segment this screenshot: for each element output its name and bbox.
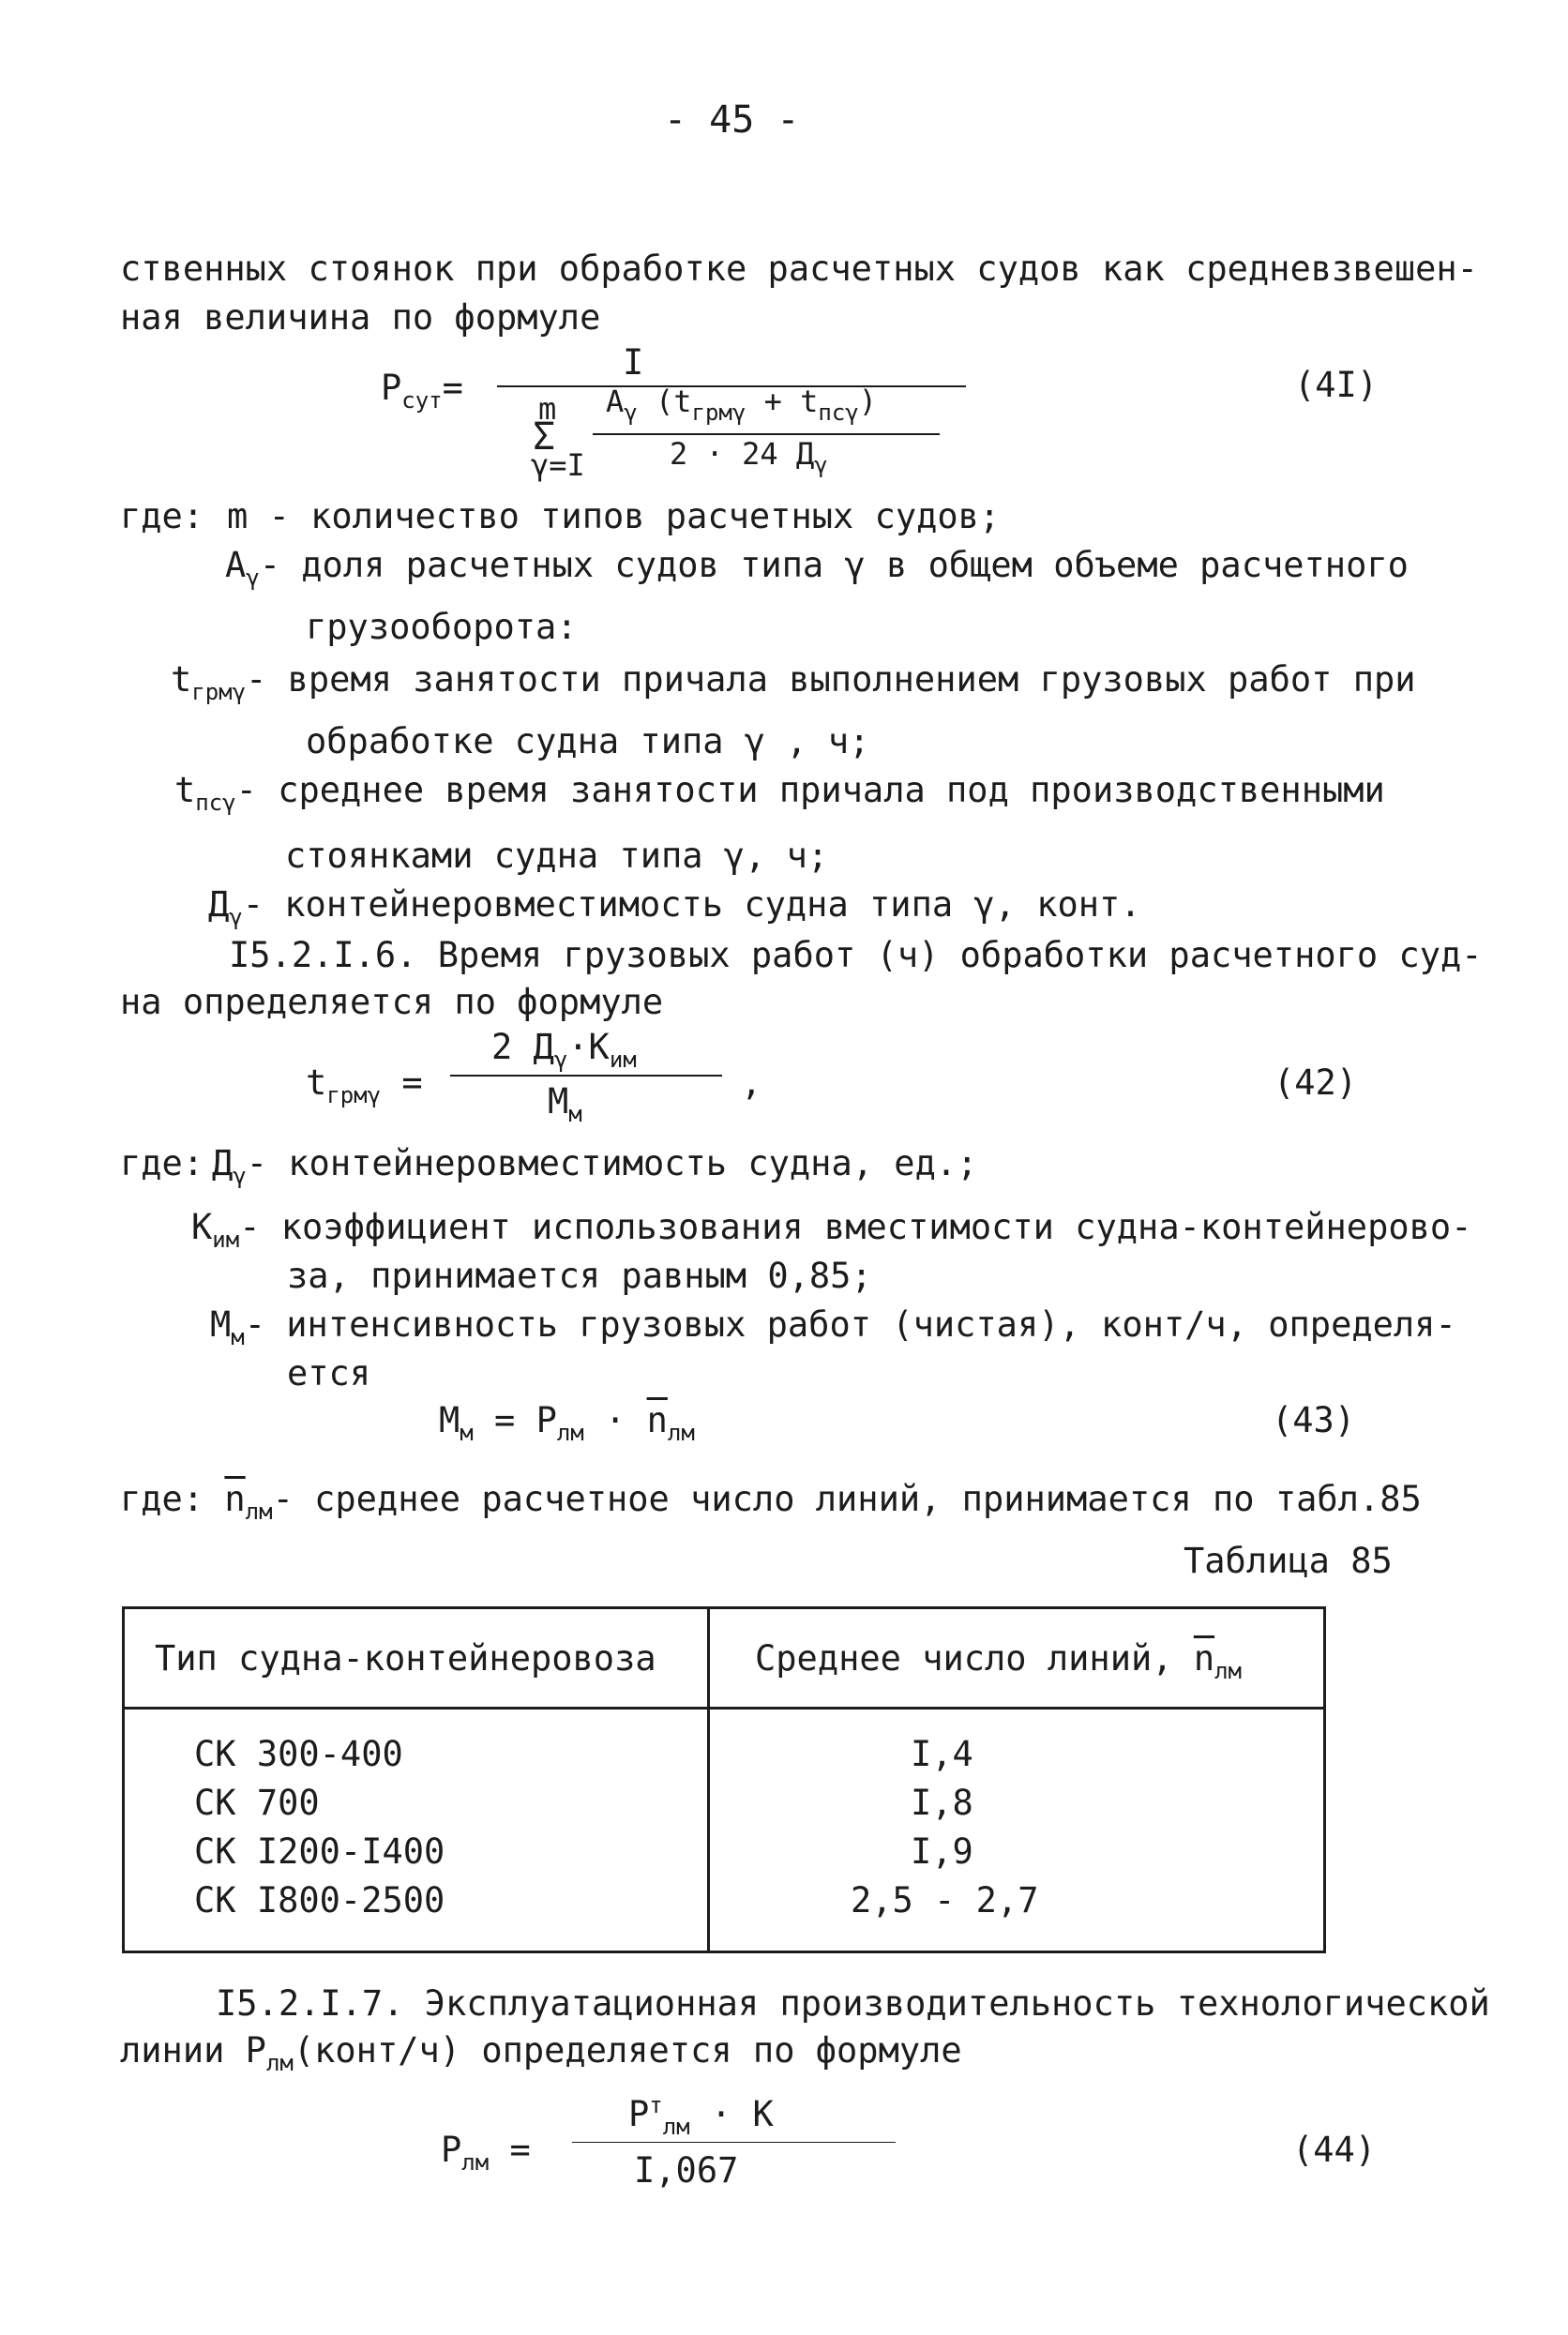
f41-inner-numerator: $A_\gamma$ $(t_{грм\gamma} + t_{пс\gamma})$ (606, 384, 877, 426)
where2-label: где: (120, 1143, 204, 1183)
where2-d: $Д_\gamma-$ контейнеровместимость судна, ед.; (212, 1143, 978, 1189)
f43-expression: $M_м = P_{лм} \cdot \overline{n}_{лм}$ (439, 1400, 695, 1446)
where1-t2: $t_{пс\gamma}-$ среднее время занятости причала под производственными (174, 770, 1385, 816)
table-header-type: Тип судна-контейнеровоза (124, 1608, 709, 1709)
table-caption: Таблица 85 (1184, 1541, 1393, 1581)
table-types-cell (124, 1709, 709, 1952)
where1-t1: $t_{грм\gamma}-$ время занятости причала выполнением грузовых работ при (171, 659, 1416, 705)
where1-label: где: (120, 496, 204, 536)
p7-line-1: I5.2.I.7. Эксплуатационная производительность технологической (216, 1983, 1490, 2024)
table-row-value: I,8 (911, 1783, 973, 1823)
where3-line: где: $\overline{n}_{лм}-$ среднее расчетное число линий, принимается по табл.85 (120, 1479, 1422, 1525)
f43-number: (43) (1272, 1400, 1356, 1440)
table-row-type: СК 300-400 (194, 1734, 403, 1774)
table-body-row (124, 1709, 1325, 1952)
f44-number: (44) (1292, 2130, 1377, 2170)
where1-a: $A_\gamma-$ доля расчетных судов типа γ в общем объеме расчетного (225, 545, 1409, 591)
f44-fraction-line (572, 2142, 896, 2143)
where2-k-cont: за, принимается равным 0,85; (287, 1256, 872, 1296)
p6-line-2: на определяется по формуле (120, 982, 664, 1022)
intro-line-2: ная величина по формуле (120, 297, 601, 338)
f41-inner-fraction-line (593, 433, 940, 435)
table-row-type: СК I200-I400 (194, 1831, 445, 1872)
where1-d: $Д_\gamma-$ контейнеровместимость судна типа γ, конт. (208, 884, 1141, 930)
table-row-value: 2,5 - 2,7 (851, 1880, 1039, 1921)
table-row-value: I,9 (911, 1831, 973, 1872)
f42-number: (42) (1274, 1062, 1358, 1103)
f44-numerator: $P^т_{лм} \cdot K$ (628, 2092, 774, 2140)
table-85 (122, 1606, 1326, 1953)
where1-m: m - количество типов расчетных судов; (227, 496, 1001, 536)
intro-line-1: ственных стоянок при обработке расчетных судов как средневзвешен- (120, 249, 1478, 289)
table-header-lines: Среднее число линий, $\overline{n}_{лм}$ (709, 1608, 1325, 1709)
p7-line-2: линии $P_{лм}(конт/ч)$ определяется по формуле (120, 2030, 962, 2076)
where1-t1-cont: обработке судна типа γ , ч; (306, 721, 870, 761)
table-row-type: СК 700 (194, 1783, 320, 1823)
where2-k: $K_{им}-$ коэффициент использования вместимости судна-контейнерово- (191, 1207, 1472, 1253)
f42-numerator: 2 $Д_\gamma\cdot K_{им}$ (491, 1027, 637, 1073)
where1-t2-cont: стоянками судна типа γ, ч; (285, 836, 829, 876)
page-number: - 45 - (664, 98, 800, 142)
f42-denominator: $M_м$ (548, 1081, 582, 1127)
table-values-cell (709, 1709, 1325, 1952)
f41-lhs: $P_{сут}=$ (381, 368, 463, 414)
f41-sum-sign: Σ (533, 415, 556, 459)
f41-inner-denominator: 2 · 24 $Д_\gamma$ (670, 436, 828, 478)
f41-sum-top: m (538, 391, 557, 427)
f42-lhs: $t_{грм\gamma}$ = (306, 1062, 423, 1108)
f41-numerator: I (623, 342, 644, 383)
where2-m-cont: ется (287, 1353, 371, 1393)
f42-comma: , (741, 1062, 762, 1103)
p6-line-1: I5.2.I.6. Время грузовых работ (ч) обработки расчетного суд- (229, 935, 1483, 975)
f41-sum-bottom: γ=I (531, 447, 585, 483)
table-row-type: СК I800-2500 (194, 1880, 445, 1921)
f41-number: (4I) (1294, 365, 1379, 405)
f44-denominator: I,067 (634, 2150, 739, 2191)
table-header-row (124, 1608, 1325, 1709)
f44-lhs: $P_{лм}$ = (441, 2130, 531, 2176)
where2-m: $M_м-$ интенсивность грузовых работ (чистая), конт/ч, определя- (210, 1304, 1456, 1350)
f42-fraction-line (450, 1075, 722, 1077)
where1-a-cont: грузооборота: (306, 607, 578, 647)
table-row-value: I,4 (911, 1734, 973, 1774)
